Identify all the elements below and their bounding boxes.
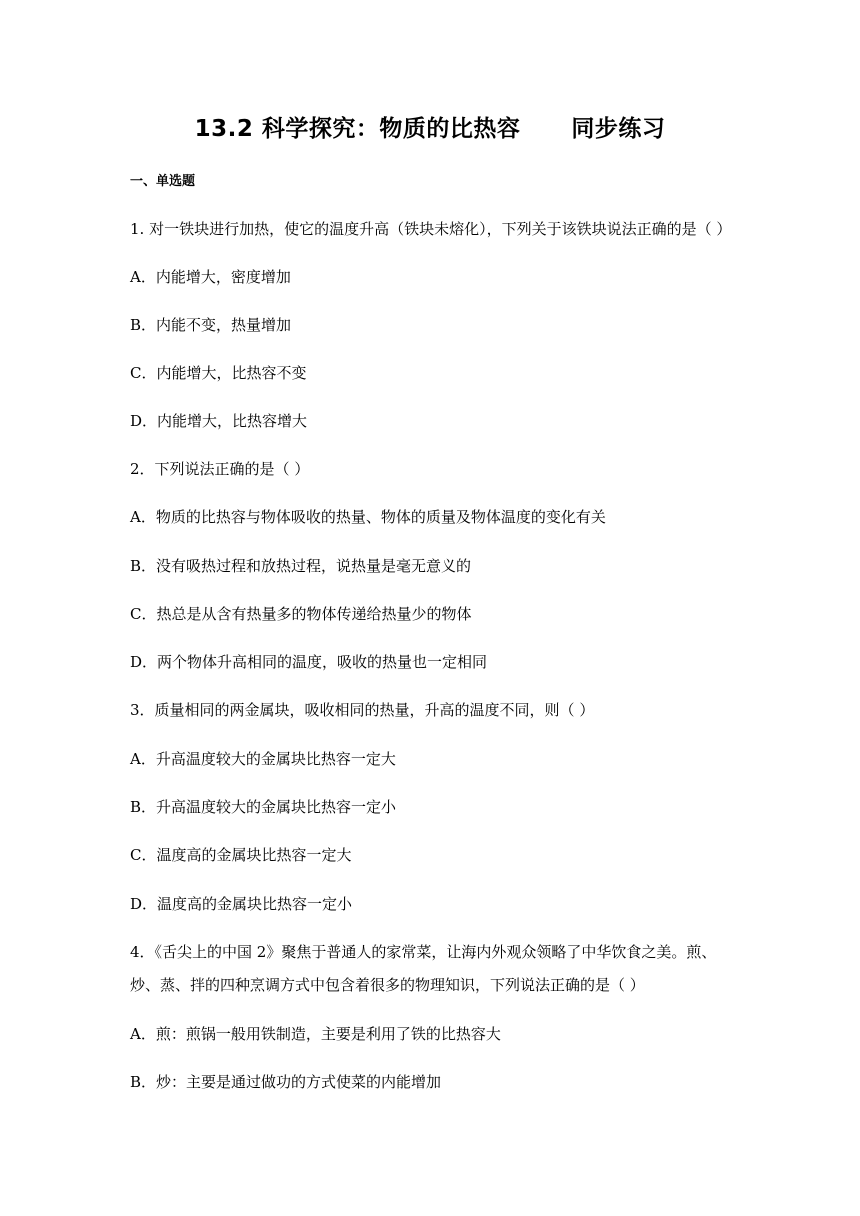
question-3-stem: 3．质量相同的两金属块，吸收相同的热量，升高的温度不同，则（ ） [130,701,595,719]
page-title: 13.2 科学探究：物质的比热容 同步练习 [194,116,666,142]
question-2-option-c: C．热总是从含有热量多的物体传递给热量少的物体 [130,605,472,623]
question-3-option-b: B．升高温度较大的金属块比热容一定小 [130,798,397,816]
question-1-option-d: D．内能增大，比热容增大 [130,412,308,430]
question-4-option-a: A．煎：煎锅一般用铁制造，主要是利用了铁的比热容大 [130,1025,501,1043]
question-4-stem-line-1: 4．《舌尖上的中国 2》聚焦于普通人的家常菜，让海内外观众领略了中华饮食之美。煎、 [130,943,717,961]
question-3-option-a: A．升高温度较大的金属块比热容一定大 [130,750,396,768]
question-2-option-b: B．没有吸热过程和放热过程，说热量是毫无意义的 [130,557,472,575]
question-1-stem: 1. 对一铁块进行加热，使它的温度升高（铁块未熔化），下列关于该铁块说法正确的是（ ） [130,220,732,238]
question-2-option-d: D．两个物体升高相同的温度，吸收的热量也一定相同 [130,653,488,671]
question-4-option-b: B．炒：主要是通过做功的方式使菜的内能增加 [130,1073,442,1091]
question-1-option-a: A．内能增大，密度增加 [130,268,291,286]
section-heading: 一、单选题 [130,174,196,189]
question-1-option-b: B．内能不变，热量增加 [130,316,292,334]
question-2-stem: 2．下列说法正确的是（ ） [130,460,310,478]
question-4-stem-line-2: 炒、蒸、拌的四种烹调方式中包含着很多的物理知识，下列说法正确的是（ ） [130,976,645,994]
question-2-option-a: A．物质的比热容与物体吸收的热量、物体的质量及物体温度的变化有关 [130,508,606,526]
question-3-option-d: D．温度高的金属块比热容一定小 [130,895,353,913]
question-1-option-c: C．内能增大，比热容不变 [130,364,307,382]
question-3-option-c: C．温度高的金属块比热容一定大 [130,846,352,864]
